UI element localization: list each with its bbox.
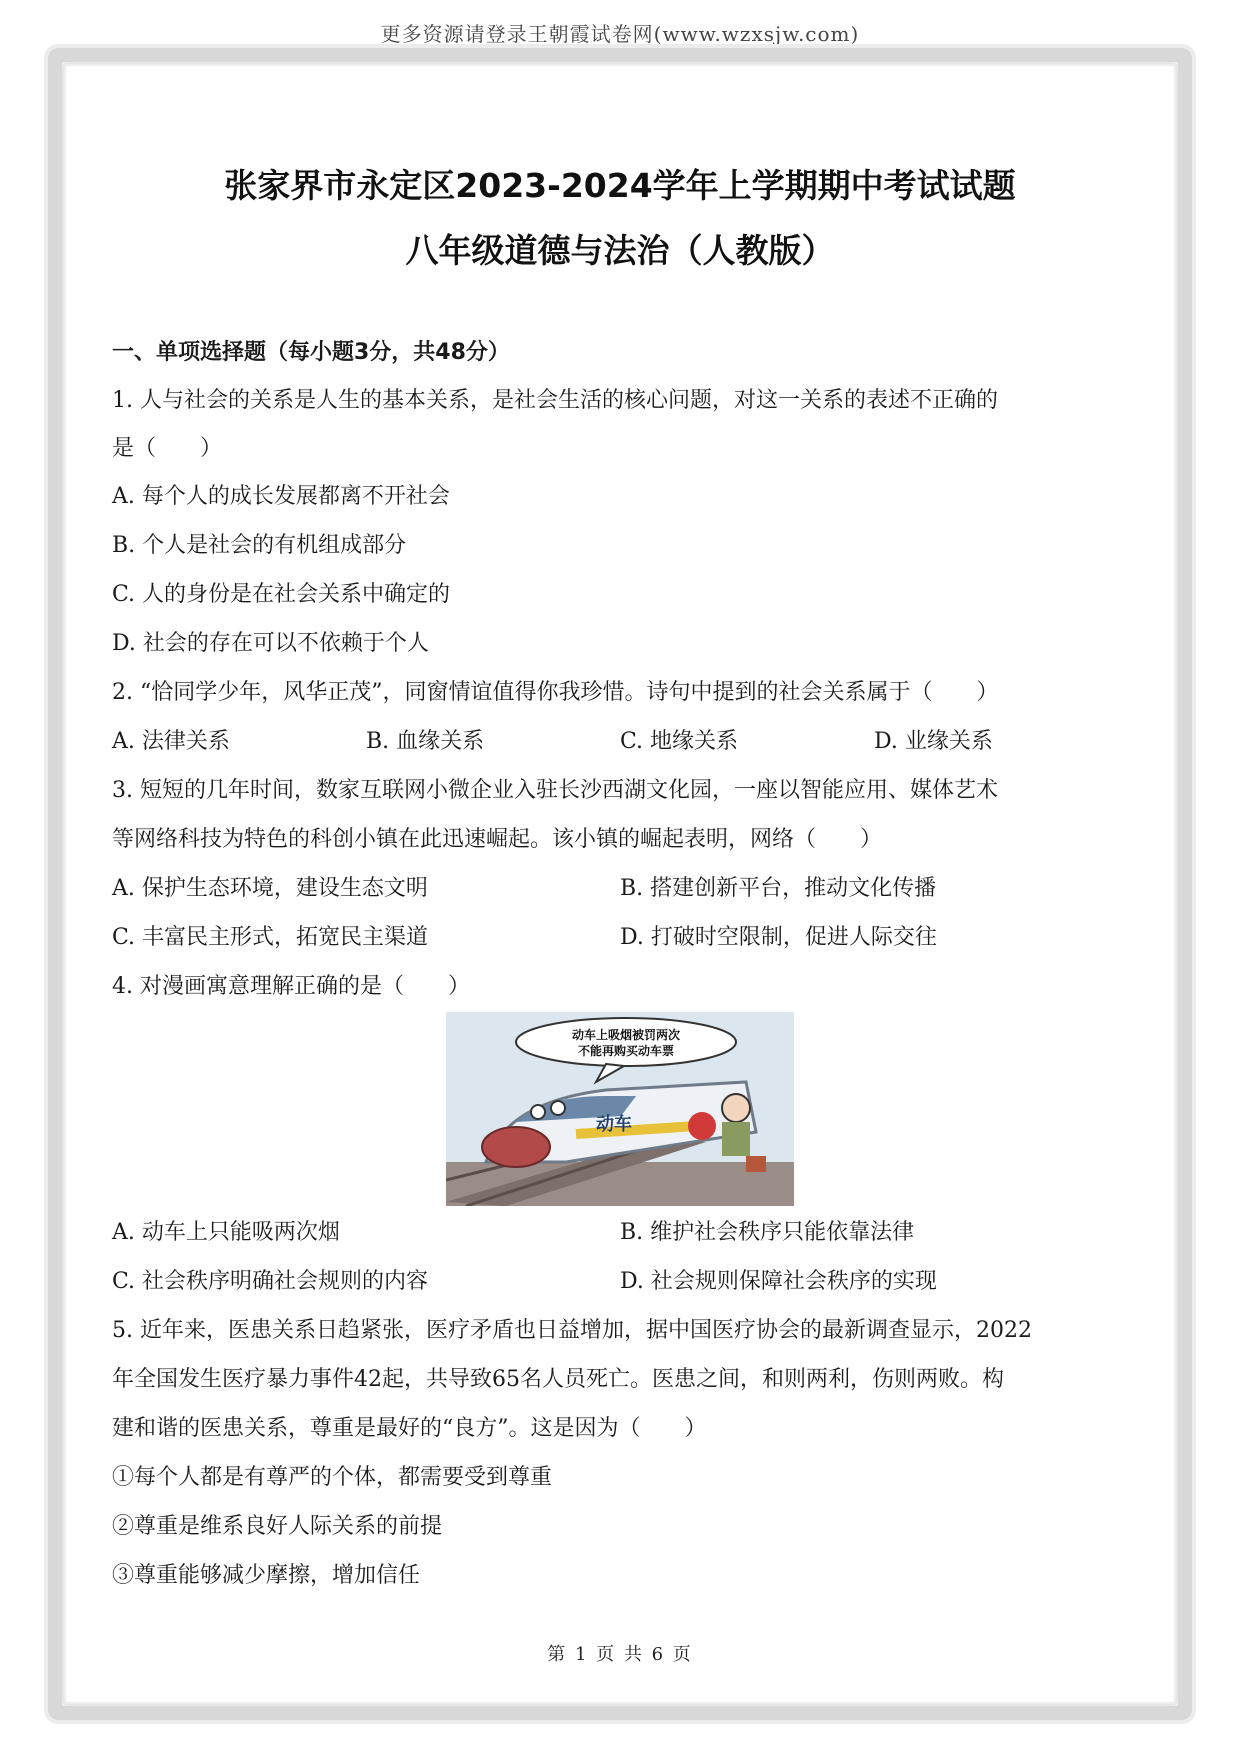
q1-option-c: C. 人的身份是在社会关系中确定的 bbox=[112, 582, 451, 607]
q4-option-d: D. 社会规则保障社会秩序的实现 bbox=[620, 1269, 937, 1294]
exam-subtitle: 八年级道德与法治（人教版） bbox=[405, 231, 835, 270]
cartoon-bubble-line1: 动车上吸烟被罚两次 bbox=[571, 1028, 681, 1042]
q2-option-a: A. 法律关系 bbox=[112, 729, 230, 754]
q5-stem-line1: 5. 近年来，医患关系日趋紧张，医疗矛盾也日益增加，据中国医疗协会的最新调查显示，2022 bbox=[112, 1318, 1032, 1343]
q2-option-d: D. 业缘关系 bbox=[874, 729, 993, 754]
q5-stem-line2: 年全国发生医疗暴力事件42起，共导致65名人员死亡。医患之间，和则两利，伤则两败。构 bbox=[112, 1367, 1004, 1392]
q3-option-c: C. 丰富民主形式，拓宽民主渠道 bbox=[112, 925, 429, 950]
cartoon-image bbox=[446, 1012, 794, 1206]
section-heading: 一、单项选择题（每小题3分，共48分） bbox=[112, 340, 510, 365]
cartoon-bubble-line2: 不能再购买动车票 bbox=[577, 1044, 675, 1058]
q5-item-1: ①每个人都是有尊严的个体，都需要受到尊重 bbox=[112, 1465, 553, 1490]
q1-stem-line1: 1. 人与社会的关系是人生的基本关系，是社会生活的核心问题，对这一关系的表述不正确的 bbox=[112, 388, 998, 413]
q3-stem-line1: 3. 短短的几年时间，数家互联网小微企业入驻长沙西湖文化园，一座以智能应用、媒体艺术 bbox=[112, 778, 998, 803]
q1-stem-line2: 是（ ） bbox=[112, 436, 223, 461]
q2-option-c: C. 地缘关系 bbox=[620, 729, 739, 754]
q3-option-b: B. 搭建创新平台，推动文化传播 bbox=[620, 876, 937, 901]
q5-item-3: ③尊重能够减少摩擦，增加信任 bbox=[112, 1563, 421, 1588]
q1-option-b: B. 个人是社会的有机组成部分 bbox=[112, 533, 407, 558]
q1-option-a: A. 每个人的成长发展都离不开社会 bbox=[112, 484, 450, 509]
q4-option-c: C. 社会秩序明确社会规则的内容 bbox=[112, 1269, 429, 1294]
website-note: 更多资源请登录王朝霞试卷网(www.wzxsjw.com) bbox=[380, 22, 860, 46]
page-number: 第 1 页 共 6 页 bbox=[547, 1644, 693, 1665]
q3-stem-line2: 等网络科技为特色的科创小镇在此迅速崛起。该小镇的崛起表明，网络（ ） bbox=[112, 827, 883, 852]
exam-title: 张家界市永定区2023-2024学年上学期期中考试试题 bbox=[224, 166, 1016, 205]
q1-option-d: D. 社会的存在可以不依赖于个人 bbox=[112, 631, 429, 656]
q4-option-b: B. 维护社会秩序只能依靠法律 bbox=[620, 1220, 915, 1245]
q3-option-a: A. 保护生态环境，建设生态文明 bbox=[112, 876, 428, 901]
cartoon-train-label: 动车 bbox=[596, 1114, 632, 1135]
q4-option-a: A. 动车上只能吸两次烟 bbox=[112, 1220, 340, 1245]
q2-option-b: B. 血缘关系 bbox=[366, 729, 485, 754]
q3-option-d: D. 打破时空限制，促进人际交往 bbox=[620, 925, 937, 950]
q5-item-2: ②尊重是维系良好人际关系的前提 bbox=[112, 1514, 443, 1539]
q5-stem-line3: 建和谐的医患关系，尊重是最好的“良方”。这是因为（ ） bbox=[112, 1416, 707, 1441]
q2-stem: 2. “恰同学少年，风华正茂”，同窗情谊值得你我珍惜。诗句中提到的社会关系属于（ ） bbox=[112, 680, 999, 705]
q4-stem: 4. 对漫画寓意理解正确的是（ ） bbox=[112, 974, 470, 999]
